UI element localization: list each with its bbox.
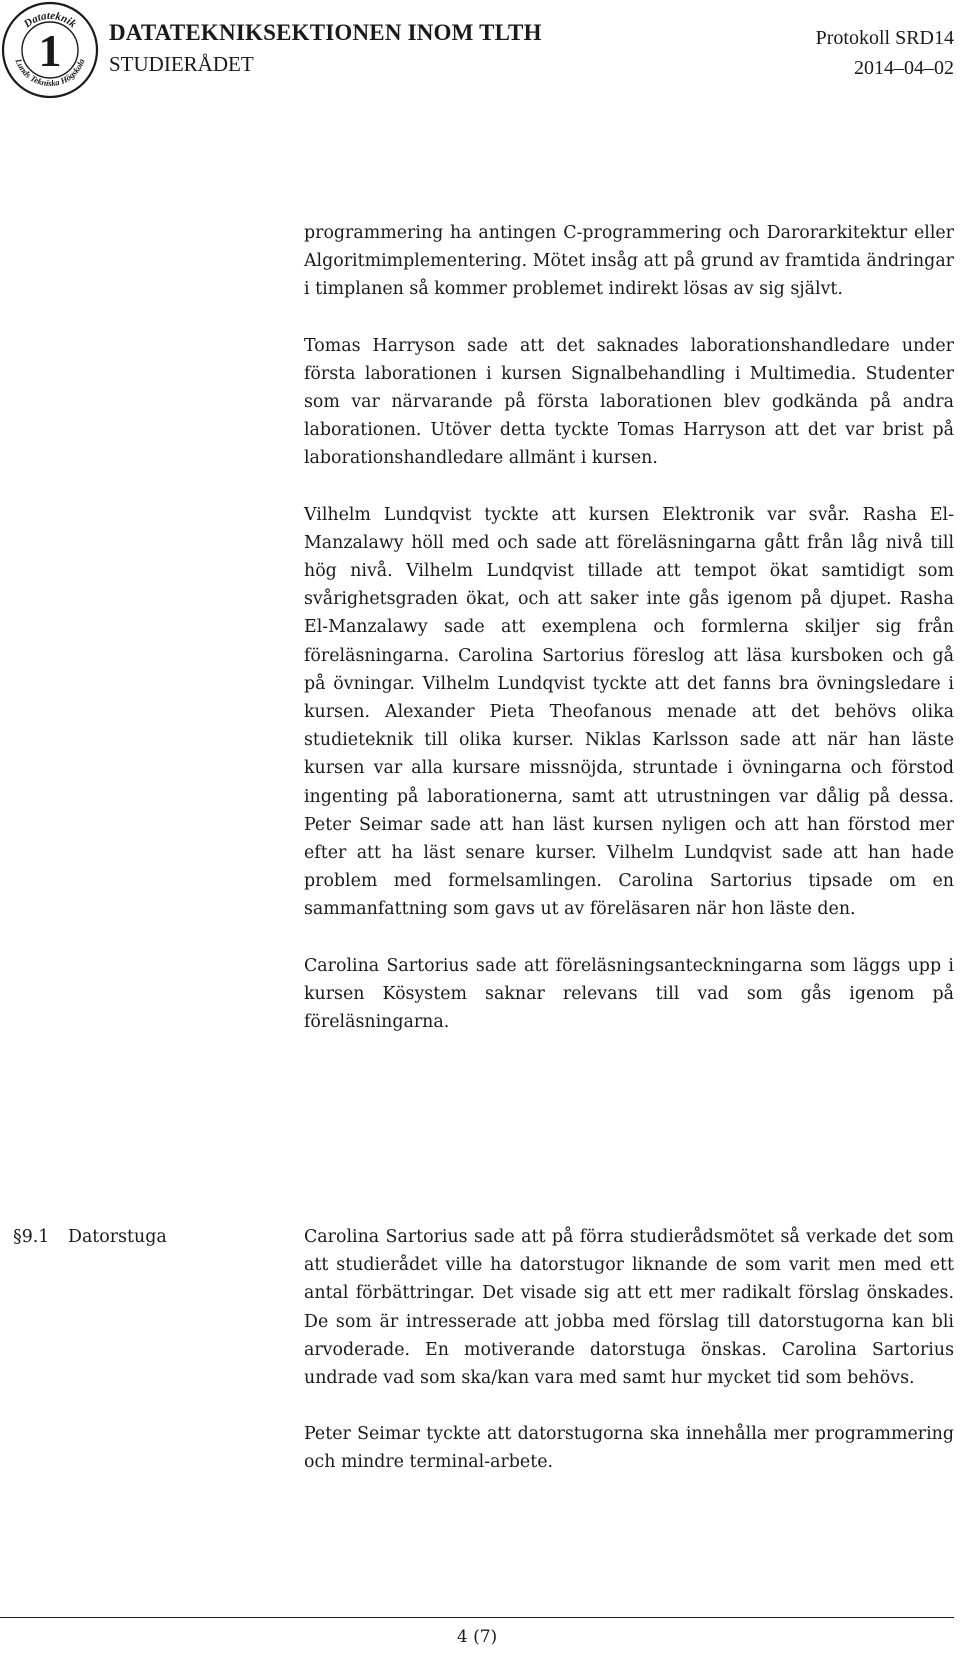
- document-body: [304, 219, 954, 1036]
- page-number: 4 (7): [456, 1627, 498, 1647]
- organization-subtitle: STUDIERÅDET: [109, 52, 254, 76]
- paragraph: programmering ha antingen C-programmering och Darorarkitektur eller Algoritmimplementering. Mötet insåg att på grund av framtida ändringar i timplanen så kommer problemet indirekt lösas av sig självt.: [304, 223, 954, 300]
- section-number: §9.1: [13, 1227, 50, 1247]
- section-body: [304, 1223, 954, 1477]
- organization-name: DATATEKNIKSEKTIONEN INOM TLTH: [109, 20, 542, 45]
- paragraph: Tomas Harryson sade att det saknades laborationshandledare under första laborationen i kursen Signalbehandling i Multimedia. Studenter som var närvarande på första laborationen blev godkända på andra laborationen. Utöver detta tyckte Tomas Harryson att det var brist på laborationshandledare allmänt i kursen.: [304, 335, 954, 469]
- footer-divider: [0, 1617, 954, 1618]
- page-header: [0, 0, 960, 100]
- datateknik-seal-icon: [0, 0, 100, 100]
- logo-arc-bottom-text: Lunds Tekniska Högskola: [13, 57, 87, 89]
- paragraph: Carolina Sartorius sade att föreläsningsanteckningarna som läggs upp i kursen Kösystem saknar relevans till vad som gås igenom på föreläsningarna.: [304, 955, 954, 1033]
- paragraph: Carolina Sartorius sade att på förra studierådsmötet så verkade det som att studierådet ville ha datorstugor liknande de som varit men med ett antal förbättringar. Det visade sig att ett mer radikalt förslag önskades. De som är intresserade att jobba med förslag till datorstugorna kan bli arvoderade. En motiverande datorstuga önskas. Carolina Sartorius undrade vad som ska/kan vara med samt hur mycket tid som behövs.: [304, 1227, 954, 1389]
- protocol-title: Protokoll SRD14: [815, 27, 954, 49]
- logo-numeral: 1: [38, 25, 62, 76]
- logo-arc-top-text: Datateknik: [21, 9, 79, 31]
- paragraph: Peter Seimar tyckte att datorstugorna ska innehålla mer programmering och mindre terminal-arbete.: [304, 1424, 954, 1473]
- protocol-date: 2014–04–02: [854, 57, 954, 79]
- paragraph: Vilhelm Lundqvist tyckte att kursen Elektronik var svår. Rasha El-Manzalawy höll med och sade att föreläsningarna gått från låg nivå till hög nivå. Vilhelm Lundqvist tillade att tempot ökat samtidigt som svårighetsgraden ökat, och att saker inte gås igenom på djupet. Rasha El-Manzalawy sade att exemplena och formlerna skiljer sig från föreläsningarna. Carolina Sartorius föreslog att läsa kursboken och gå på övningar. Vilhelm Lundqvist tyckte att det fanns bra övningsledare i kursen. Alexander Pieta Theofanous menade att det behövs olika studieteknik till olika kurser. Niklas Karlsson sade att när han läste kursen var alla kursare missnöjda, struntade i övningarna och förstod ingenting på laborationerna, samt att utrustningen var dålig på dessa. Peter Seimar sade att han läst kursen nyligen och att han förstod mer efter att ha läst senare kurser. Vilhelm Lundqvist sade att han hade problem med formelsamlingen. Carolina Sartorius tipsade om en sammanfattning som gavs ut av föreläsaren när hon läste den.: [304, 504, 954, 920]
- section-title: Datorstuga: [68, 1227, 167, 1247]
